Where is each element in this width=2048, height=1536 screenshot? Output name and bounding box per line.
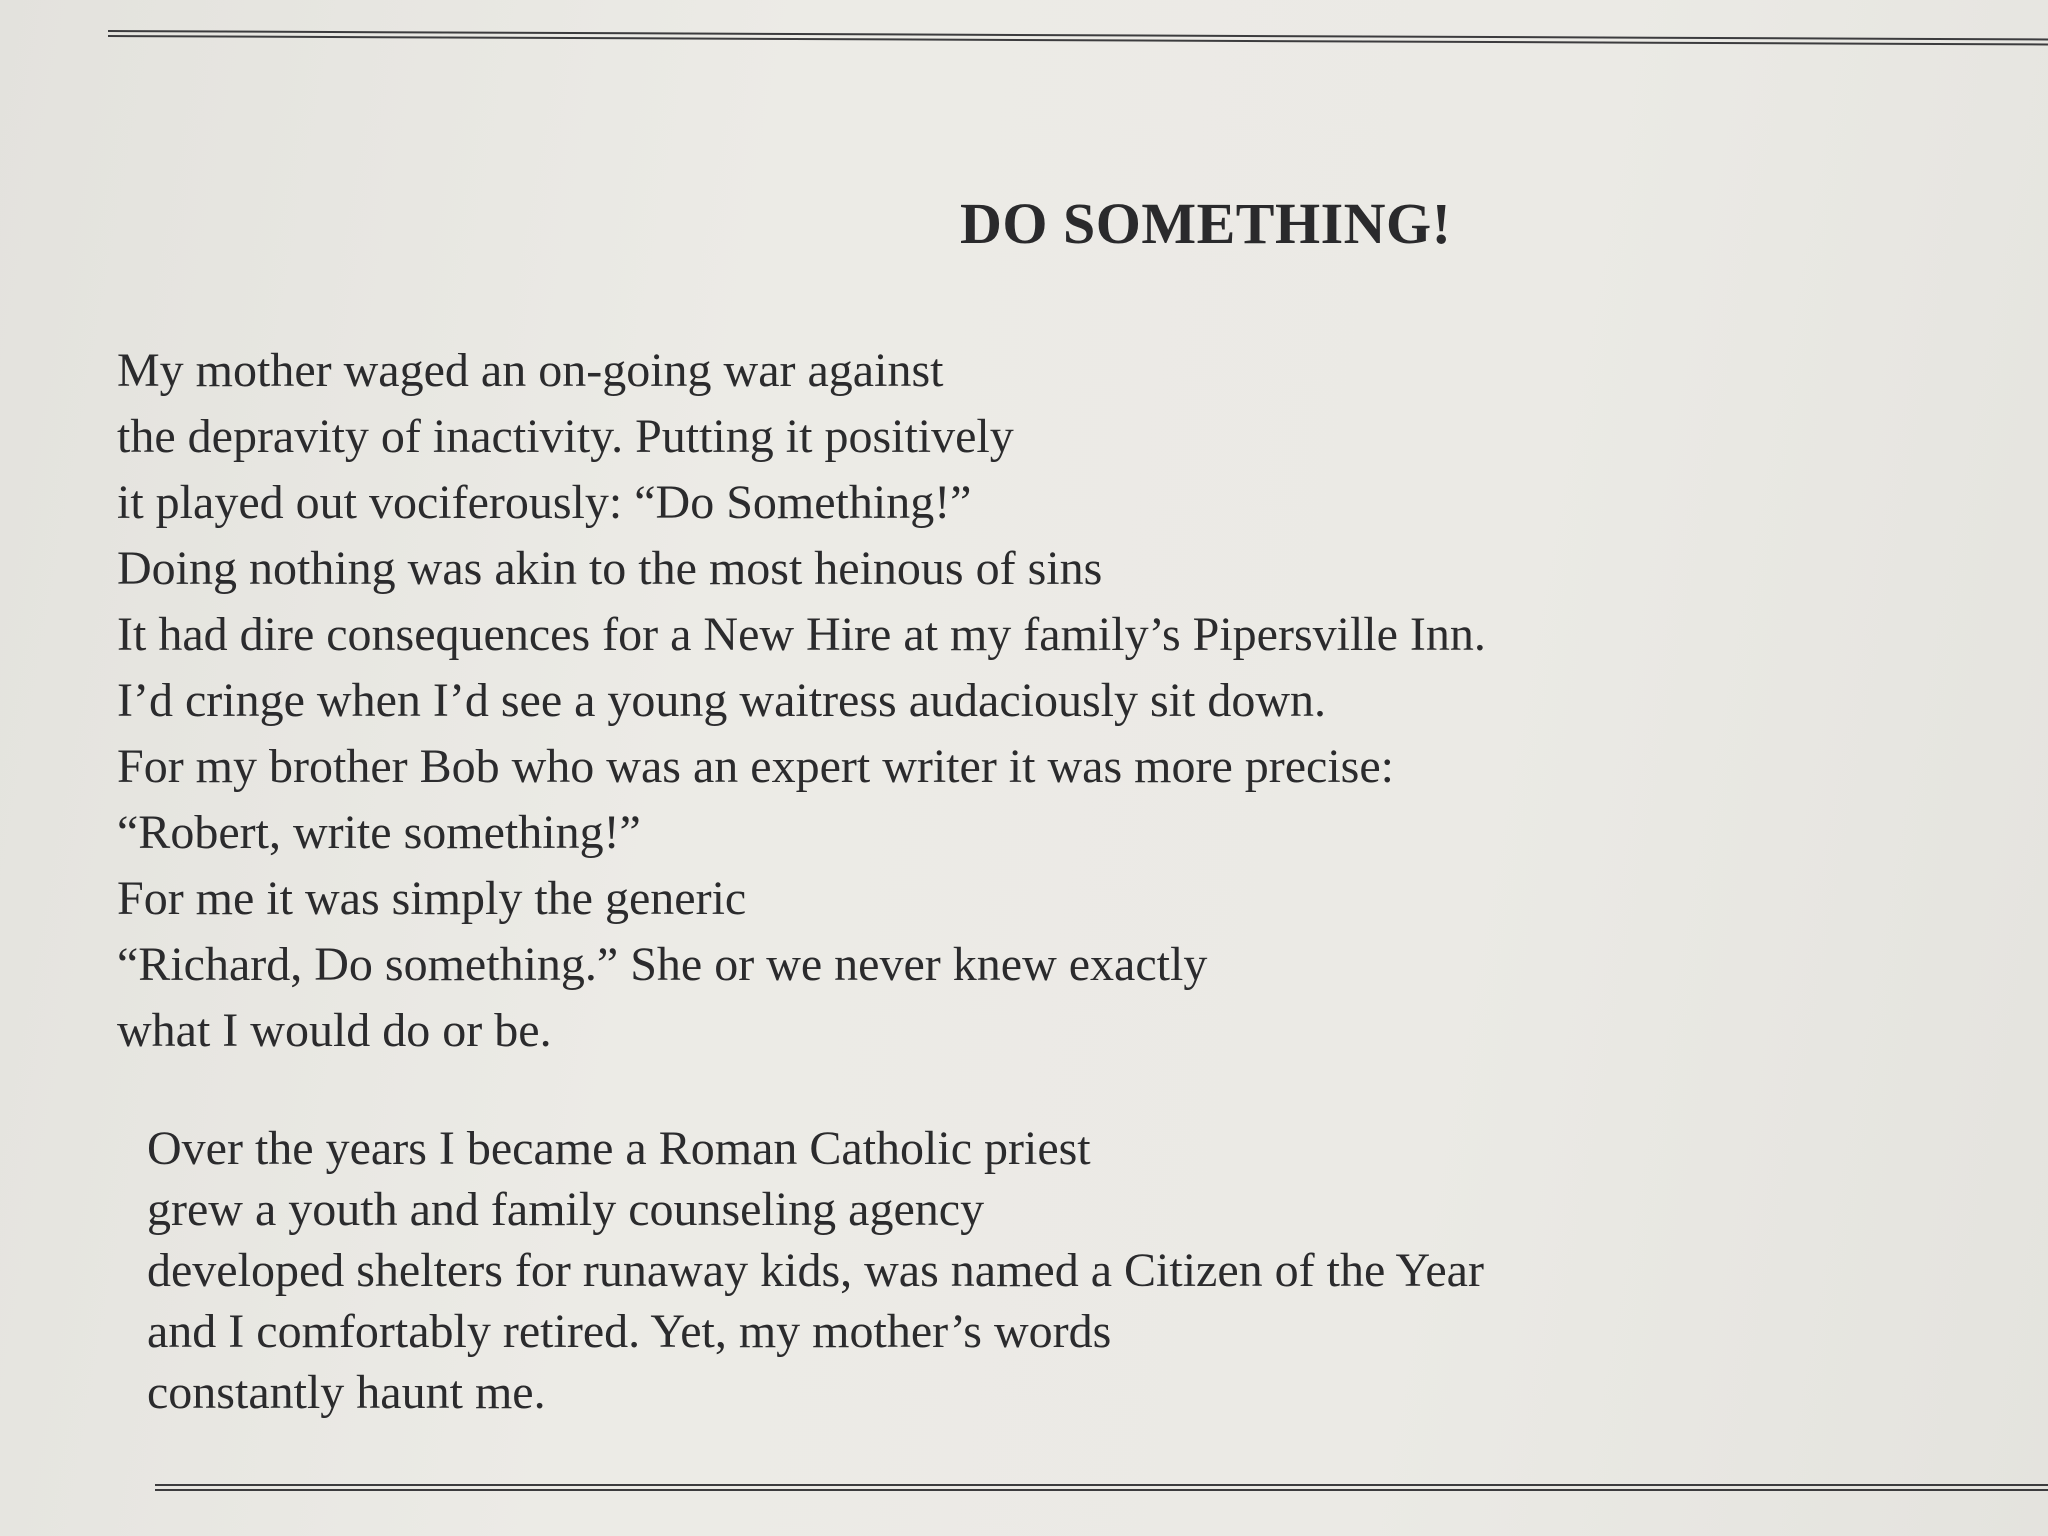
page-title: DO SOMETHING! [960,191,1452,256]
poem-line: It had dire consequences for a New Hire at my family’s Pipersville Inn. [117,608,1486,661]
poem-line: what I would do or be. [117,1004,552,1057]
poem-line: grew a youth and family counseling agency [147,1183,985,1236]
poem-line: “Richard, Do something.” She or we never knew exactly [117,938,1208,991]
stanza-2 [147,1118,1484,1423]
top-double-rule [108,30,2048,45]
poem-line: Doing nothing was akin to the most heinous of sins [117,542,1103,595]
poem-line: developed shelters for runaway kids, was named a Citizen of the Year [147,1244,1484,1297]
bottom-double-rule [155,1484,2048,1491]
poem-line: Over the years I became a Roman Catholic priest [147,1122,1091,1175]
poem-line: the depravity of inactivity. Putting it positively [117,410,1014,463]
poem-line: For my brother Bob who was an expert writer it was more precise: [117,740,1394,793]
poem-line: it played out vociferously: “Do Something!” [117,476,972,529]
poem-line: constantly haunt me. [147,1366,546,1419]
poem-line: I’d cringe when I’d see a young waitress audaciously sit down. [117,674,1326,727]
poem-line: and I comfortably retired. Yet, my mother’s words [147,1305,1112,1358]
poem-line: For me it was simply the generic [117,872,747,925]
poem-line: My mother waged an on-going war against [117,344,944,397]
stanza-1 [117,338,1486,1064]
poem-line: “Robert, write something!” [117,806,641,859]
